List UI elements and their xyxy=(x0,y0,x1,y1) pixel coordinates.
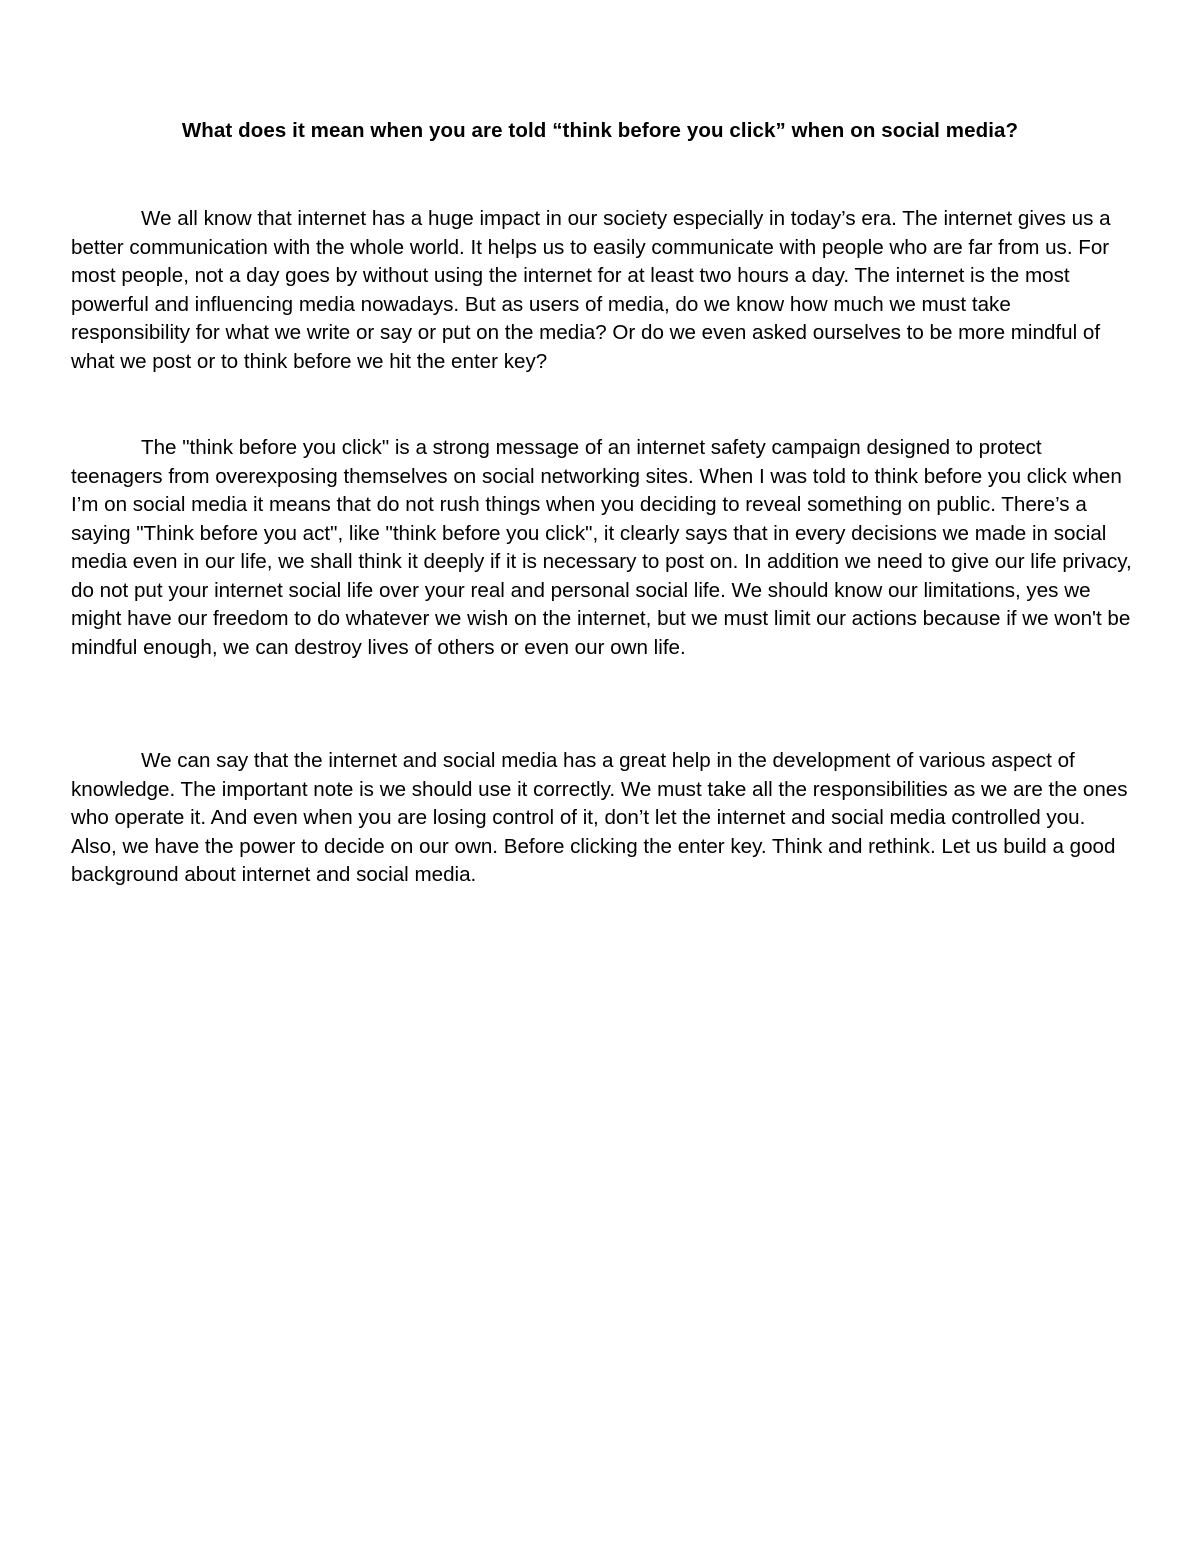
paragraph-1: We all know that internet has a huge impact in our society especially in today’s era. The internet gives us a better communication with the whole world. It helps us to easily communicate with people who are far from us. For most people, not a day goes by without using the internet for at least two hours a day. The internet is the most powerful and influencing media nowadays. But as users of media, do we know how much we must take responsibility for what we write or say or put on the media? Or do we even asked ourselves to be more mindful of what we post or to think before we hit the enter key? xyxy=(71,207,1111,373)
paragraph-2: The "think before you click" is a strong message of an internet safety campaign designed to protect teenagers from overexposing themselves on social networking sites. When I was told to think before you click when I’m on social media it means that do not rush things when you deciding to reveal something on public. There’s a saying "Think before you act", like "think before you click", it clearly says that in every decisions we made in social media even in our life, we shall think it deeply if it is necessary to post on. In addition we need to give our life privacy, do not put your internet social life over your real and personal social life. We should know our limitations, yes we might have our freedom to do whatever we wish on the internet, but we must limit our actions because if we won't be mindful enough, we can destroy lives of others or even our own life. xyxy=(71,436,1132,659)
paragraph-3: We can say that the internet and social media has a great help in the development of various aspect of knowledge. The important note is we should use it correctly. We must take all the responsibilities as we are the ones who operate it. And even when you are losing control of it, don’t let the internet and social media controlled you. Also, we have the power to decide on our own. Before clicking the enter key. Think and rethink. Let us build a good background about internet and social media. xyxy=(71,749,1128,886)
document-title: What does it mean when you are told “think before you click” when on social media? xyxy=(181,119,1019,142)
